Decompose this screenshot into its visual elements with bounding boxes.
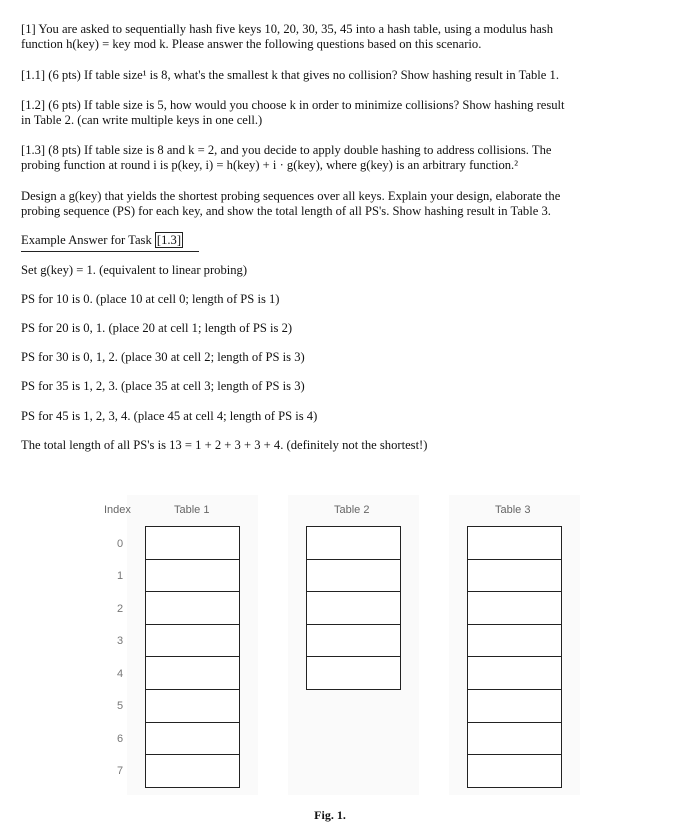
table-2-cell[interactable] xyxy=(306,559,401,593)
table-1-cell[interactable] xyxy=(145,754,240,788)
example-line: PS for 35 is 1, 2, 3. (place 35 at cell 3; length of PS is 3) xyxy=(21,379,305,393)
design-line-2: probing sequence (PS) for each key, and show the total length of all PS's. Show hashing result in Table 3. xyxy=(21,204,551,218)
index-value: 1 xyxy=(116,570,124,582)
table-2-title: Table 2 xyxy=(334,504,370,516)
question-1-1-text: [1.1] (6 pts) If table size¹ is 8, what's the smallest k that gives no collision? Show hashing result in Table 1. xyxy=(21,68,559,82)
index-value: 2 xyxy=(116,603,124,615)
index-value: 7 xyxy=(116,765,124,777)
index-value: 6 xyxy=(116,733,124,745)
index-value: 3 xyxy=(116,635,124,647)
table-2-cell[interactable] xyxy=(306,526,401,560)
index-value: 0 xyxy=(116,538,124,550)
question-1-2-line-1: [1.2] (6 pts) If table size is 5, how would you choose k in order to minimize collisions? Show hashing result xyxy=(21,98,565,112)
table-1-title: Table 1 xyxy=(174,504,210,516)
table-1-cell[interactable] xyxy=(145,526,240,560)
table-2-cell[interactable] xyxy=(306,656,401,690)
table-3-title: Table 3 xyxy=(495,504,531,516)
question-1-3 xyxy=(21,143,649,173)
example-line: The total length of all PS's is 13 = 1 + 2 + 3 + 3 + 4. (definitely not the shortest!) xyxy=(21,438,428,452)
question-1-3-line-2: probing function at round i is p(key, i) = h(key) + i · g(key), where g(key) is an arbitrary function.² xyxy=(21,158,518,172)
figure-caption: Fig. 1. xyxy=(314,808,346,822)
index-label: Index xyxy=(104,504,131,516)
example-heading-text: Example Answer for Task xyxy=(21,233,152,247)
table-3-cell[interactable] xyxy=(467,656,562,690)
intro-line-2: function h(key) = key mod k. Please answer the following questions based on this scenario. xyxy=(21,37,482,51)
example-answer-heading xyxy=(21,233,199,252)
table-3-cell[interactable] xyxy=(467,722,562,756)
table-3-cell[interactable] xyxy=(467,526,562,560)
example-line: PS for 45 is 1, 2, 3, 4. (place 45 at cell 4; length of PS is 4) xyxy=(21,409,318,423)
design-line-1: Design a g(key) that yields the shortest probing sequences over all keys. Explain your design, elaborate the xyxy=(21,189,561,203)
table-3-cell[interactable] xyxy=(467,559,562,593)
question-1-1 xyxy=(21,68,649,83)
example-line: PS for 10 is 0. (place 10 at cell 0; length of PS is 1) xyxy=(21,292,280,306)
table-1-cell[interactable] xyxy=(145,559,240,593)
table-1-cell[interactable] xyxy=(145,689,240,723)
table-3-cell[interactable] xyxy=(467,591,562,625)
intro-line-1: [1] You are asked to sequentially hash five keys 10, 20, 30, 35, 45 into a hash table, using a modulus hash xyxy=(21,22,554,36)
table-3-cell[interactable] xyxy=(467,689,562,723)
table-1-cell[interactable] xyxy=(145,722,240,756)
design-paragraph xyxy=(21,189,649,219)
table-3-cell[interactable] xyxy=(467,754,562,788)
intro-paragraph xyxy=(21,22,649,52)
question-1-2 xyxy=(21,98,649,128)
table-1-cell[interactable] xyxy=(145,591,240,625)
example-heading-ref: [1.3] xyxy=(156,233,182,247)
question-1-2-line-2: in Table 2. (can write multiple keys in one cell.) xyxy=(21,113,263,127)
question-1-3-line-1: [1.3] (8 pts) If table size is 8 and k = 2, and you decide to apply double hashing to address collisions. The xyxy=(21,143,552,157)
table-2-cell[interactable] xyxy=(306,624,401,658)
table-3-cell[interactable] xyxy=(467,624,562,658)
index-value: 5 xyxy=(116,700,124,712)
example-line: PS for 20 is 0, 1. (place 20 at cell 1; length of PS is 2) xyxy=(21,321,293,335)
table-2-cell[interactable] xyxy=(306,591,401,625)
example-line: Set g(key) = 1. (equivalent to linear probing) xyxy=(21,263,248,277)
table-1-cell[interactable] xyxy=(145,624,240,658)
index-value: 4 xyxy=(116,668,124,680)
example-line: PS for 30 is 0, 1, 2. (place 30 at cell 2; length of PS is 3) xyxy=(21,350,305,364)
table-1-cell[interactable] xyxy=(145,656,240,690)
